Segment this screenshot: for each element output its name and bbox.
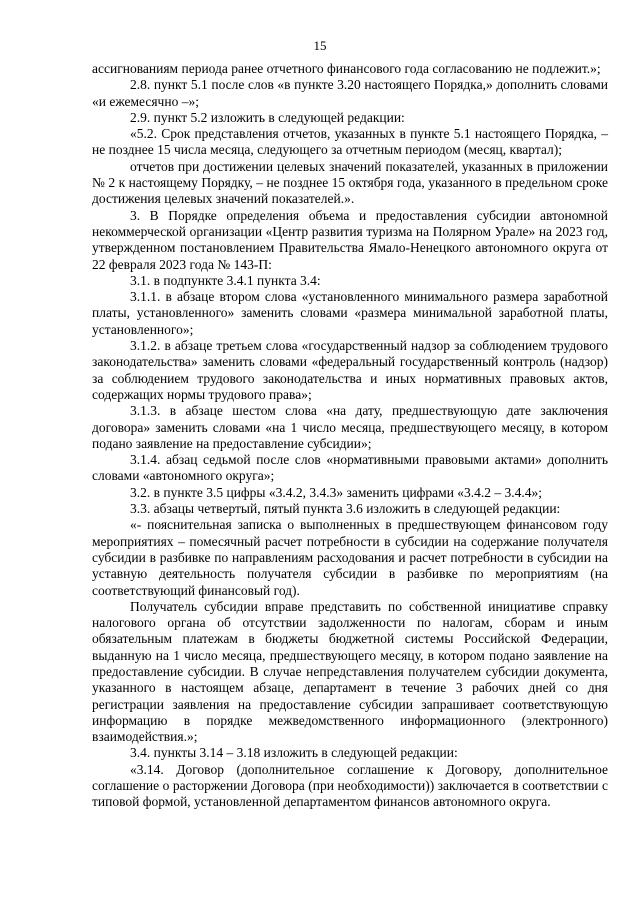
paragraph: 3.1.2. в абзаце третьем слова «государственный надзор за соблюдением трудового законодательства» заменить словами «федеральный государственный контроль (надзор) за соблюдением трудового законодательства и иных нормативных правовых актов, содержащих нормы трудового права»; [92, 338, 608, 402]
paragraph: 3. В Порядке определения объема и предоставления субсидии автономной некоммерческой организации «Центр развития туризма на Полярном Урале» на 2023 год, утвержденном постановлением Правительства Ямало-Ненецкого автономного округа от 22 февраля 2023 года № 143-П: [92, 207, 608, 272]
paragraph: «3.14. Договор (дополнительное соглашение к Договору, дополнительное соглашение о расторжении Договора (при необходимости)) заключается в соответствии с типовой формой, установленной департаментом финансов автономного округа. [92, 761, 608, 810]
paragraph: 3.1.3. в абзаце шестом слова «на дату, предшествующую дате заключения договора» заменить словами «на 1 число месяца, предшествующего месяцу, в котором подано заявление на предоставление субсидии»; [92, 403, 608, 451]
paragraph: «5.2. Срок представления отчетов, указанных в пункте 5.1 настоящего Порядка, – не позднее 15 числа месяца, следующего за отчетным периодом (месяц, квартал); [92, 126, 608, 158]
paragraph: 3.3. абзацы четвертый, пятый пункта 3.6 изложить в следующей редакции: [130, 501, 561, 517]
paragraph: 3.2. в пункте 3.5 цифры «3.4.2, 3.4.3» заменить цифрами «3.4.2 – 3.4.4»; [130, 484, 543, 500]
paragraph: «- пояснительная записка о выполненных в предшествующем финансовом году мероприятиях – помесячный расчет потребности в субсидии на содержание получателя субсидии в разбивке по направлениям расходования и расчет потребности в субсидии на уставную деятельность получателя субсидии в разбивке по мероприятиям (на соответствующий финансовый год). [92, 517, 608, 598]
paragraph: ассигнованиям периода ранее отчетного финансового года согласованию не подлежит.»; [92, 61, 601, 76]
paragraph: 3.4. пункты 3.14 – 3.18 изложить в следующей редакции: [130, 745, 458, 761]
paragraph: 2.8. пункт 5.1 после слов «в пункте 3.20 настоящего Порядка,» дополнить словами «и ежемесячно –»; [92, 77, 608, 109]
paragraph: 2.9. пункт 5.2 изложить в следующей редакции: [130, 109, 405, 125]
page-number: 15 [313, 38, 327, 53]
paragraph: отчетов при достижении целевых значений показателей, указанных в приложении № 2 к настоящему Порядку, – не позднее 15 октября года, указанного в предельном сроке достижения целевых значений показателей.». [92, 158, 608, 207]
paragraph: 3.1.1. в абзаце втором слова «установленного минимального размера заработной платы, установленного» заменить словами «размера минимальной заработной платы, установленного»; [92, 289, 608, 337]
paragraph: 3.1. в подпункте 3.4.1 пункта 3.4: [130, 272, 321, 288]
document-body [92, 61, 608, 811]
paragraph: Получатель субсидии вправе представить по собственной инициативе справку налогового органа об отсутствии задолженности по налогам, сборам и иным обязательным платежам в бюджеты бюджетной системы Российской Федерации, выданную на 1 число месяца, предшествующего месяцу, в котором подано заявление на предоставление субсидии. В случае непредставления получателем субсидии документа, указанного в настоящем абзаце, департамент в течение 3 рабочих дней со дня регистрации заявления на предоставление субсидии запрашивает соответствующую информацию в порядке межведомственного информационного (электронного) взаимодействия.»; [92, 598, 608, 745]
paragraph: 3.1.4. абзац седьмой после слов «нормативными правовыми актами» дополнить словами «автономного округа»; [92, 452, 608, 484]
